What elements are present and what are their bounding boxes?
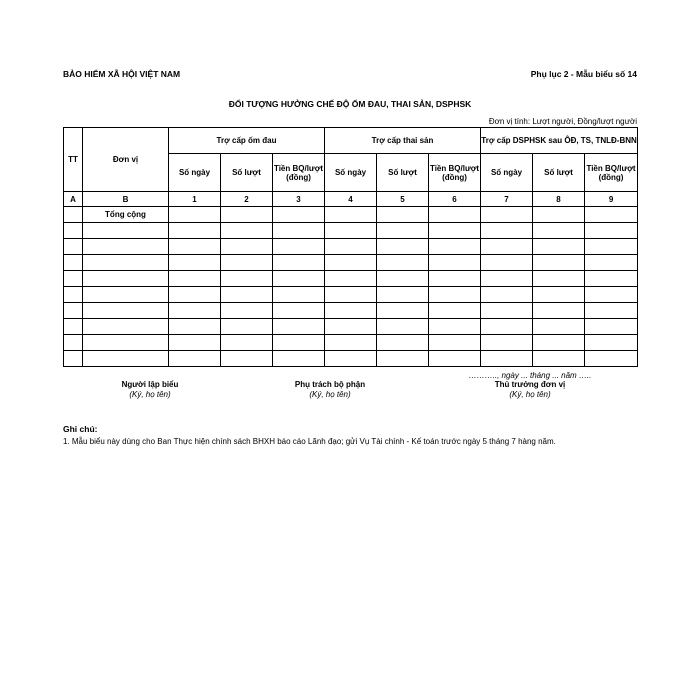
table-cell[interactable]	[429, 351, 481, 367]
table-row	[64, 351, 638, 367]
signature-note: (Ký, họ tên)	[309, 390, 351, 399]
table-cell[interactable]	[481, 223, 533, 239]
table-cell[interactable]	[429, 223, 481, 239]
signature-role: Thủ trưởng đơn vị	[494, 380, 566, 389]
table-cell[interactable]	[481, 271, 533, 287]
date-line: ……….., ngày ... tháng ... năm …..	[468, 371, 592, 380]
signature-role: Người lập biểu	[121, 380, 179, 389]
table-cell[interactable]	[169, 255, 221, 271]
table-cell[interactable]	[64, 287, 83, 303]
table-cell[interactable]	[429, 271, 481, 287]
table-cell[interactable]	[585, 335, 638, 351]
signature-note: (Ký, họ tên)	[129, 390, 171, 399]
table-cell[interactable]	[83, 223, 169, 239]
table-cell[interactable]	[533, 223, 585, 239]
table-cell[interactable]	[169, 271, 221, 287]
table-cell[interactable]	[585, 303, 638, 319]
table-cell[interactable]	[377, 223, 429, 239]
table-cell[interactable]	[533, 319, 585, 335]
signature-unit-head	[440, 380, 620, 399]
table-cell[interactable]	[83, 271, 169, 287]
table-cell[interactable]	[169, 287, 221, 303]
table-cell[interactable]	[221, 335, 273, 351]
table-cell[interactable]	[169, 207, 221, 223]
table-cell[interactable]	[429, 335, 481, 351]
table-row	[64, 255, 638, 271]
table-cell[interactable]	[64, 239, 83, 255]
table-cell[interactable]	[169, 335, 221, 351]
table-cell[interactable]	[64, 319, 83, 335]
table-cell[interactable]	[325, 271, 377, 287]
subheader-count: Số lượt	[533, 154, 585, 192]
table-cell[interactable]	[169, 319, 221, 335]
table-cell[interactable]	[64, 335, 83, 351]
table-cell[interactable]	[481, 303, 533, 319]
table-cell[interactable]	[273, 271, 325, 287]
table-cell[interactable]	[64, 303, 83, 319]
code-cell: 7	[481, 192, 533, 207]
unit-note: Đơn vị tính: Lượt người, Đồng/lượt người	[488, 117, 637, 126]
table-cell[interactable]	[585, 351, 638, 367]
table-cell[interactable]	[273, 335, 325, 351]
group-sick-allowance: Trợ cấp ốm đau	[169, 128, 325, 154]
table-cell[interactable]	[169, 223, 221, 239]
table-cell[interactable]	[533, 335, 585, 351]
subheader-average: Tiền BQ/lượt (đồng)	[273, 154, 325, 192]
table-cell[interactable]	[325, 335, 377, 351]
subheader-average: Tiền BQ/lượt (đồng)	[585, 154, 638, 192]
table-cell[interactable]	[64, 271, 83, 287]
table-row	[64, 287, 638, 303]
signature-role: Phụ trách bộ phận	[294, 380, 366, 389]
group-recovery-allowance: Trợ cấp DSPHSK sau ÔĐ, TS, TNLĐ-BNN	[481, 128, 638, 154]
table-cell[interactable]	[429, 303, 481, 319]
table-cell[interactable]	[377, 351, 429, 367]
table-cell[interactable]	[585, 271, 638, 287]
table-cell[interactable]	[325, 287, 377, 303]
header-tt: TT	[64, 128, 83, 192]
table-cell[interactable]	[325, 255, 377, 271]
table-cell[interactable]	[83, 255, 169, 271]
table-cell[interactable]	[325, 223, 377, 239]
notes-heading: Ghi chú:	[63, 424, 98, 434]
group-maternity-allowance: Trợ cấp thai sản	[325, 128, 481, 154]
table-cell[interactable]	[83, 319, 169, 335]
table-cell[interactable]	[273, 351, 325, 367]
subheader-days: Số ngày	[169, 154, 221, 192]
table-cell[interactable]	[481, 239, 533, 255]
table-cell[interactable]	[585, 207, 638, 223]
signature-department-head	[240, 380, 420, 399]
table-cell[interactable]	[169, 303, 221, 319]
table-cell[interactable]	[325, 239, 377, 255]
table-cell[interactable]	[221, 223, 273, 239]
table-cell[interactable]	[481, 255, 533, 271]
table-cell[interactable]	[481, 335, 533, 351]
table-cell[interactable]	[83, 351, 169, 367]
table-cell[interactable]	[169, 351, 221, 367]
table-cell[interactable]	[533, 303, 585, 319]
table-cell[interactable]	[585, 255, 638, 271]
table-cell[interactable]	[325, 207, 377, 223]
table-cell[interactable]	[533, 239, 585, 255]
code-cell: B	[83, 192, 169, 207]
table-cell[interactable]	[377, 255, 429, 271]
header-unit: Đơn vị	[83, 128, 169, 192]
table-cell[interactable]	[64, 255, 83, 271]
table-cell[interactable]	[429, 207, 481, 223]
code-cell: A	[64, 192, 83, 207]
table-cell[interactable]	[221, 255, 273, 271]
table-cell[interactable]	[585, 319, 638, 335]
table-cell[interactable]	[273, 303, 325, 319]
table-cell[interactable]	[377, 287, 429, 303]
table-cell[interactable]	[377, 319, 429, 335]
appendix-label: Phụ lục 2 - Mẫu biểu số 14	[530, 69, 637, 79]
table-cell[interactable]	[533, 351, 585, 367]
subheader-days: Số ngày	[325, 154, 377, 192]
table-cell[interactable]	[481, 287, 533, 303]
table-cell[interactable]	[221, 287, 273, 303]
table-cell[interactable]	[221, 239, 273, 255]
organization-name: BẢO HIỂM XÃ HỘI VIỆT NAM	[63, 69, 181, 79]
table-row	[64, 303, 638, 319]
table-cell[interactable]	[429, 319, 481, 335]
subheader-count: Số lượt	[377, 154, 429, 192]
code-cell: 8	[533, 192, 585, 207]
table-cell[interactable]	[273, 319, 325, 335]
table-cell[interactable]	[585, 239, 638, 255]
table-cell[interactable]	[169, 239, 221, 255]
table-cell[interactable]	[83, 303, 169, 319]
table-cell[interactable]	[481, 207, 533, 223]
table-row	[64, 319, 638, 335]
report-table	[63, 127, 638, 367]
table-cell[interactable]	[481, 351, 533, 367]
table-cell[interactable]	[221, 207, 273, 223]
table-cell[interactable]	[273, 287, 325, 303]
subheader-count: Số lượt	[221, 154, 273, 192]
total-row	[64, 207, 638, 223]
table-cell[interactable]	[64, 223, 83, 239]
table-cell[interactable]	[221, 319, 273, 335]
code-cell: 9	[585, 192, 638, 207]
signature-preparer	[60, 380, 240, 399]
table-cell[interactable]	[481, 319, 533, 335]
table-cell[interactable]	[273, 223, 325, 239]
table-cell[interactable]	[273, 207, 325, 223]
table-cell[interactable]	[273, 239, 325, 255]
table-cell[interactable]	[429, 255, 481, 271]
code-cell: 3	[273, 192, 325, 207]
signature-note: (Ký, họ tên)	[509, 390, 551, 399]
table-cell[interactable]	[377, 271, 429, 287]
table-row	[64, 335, 638, 351]
note-item: 1. Mẫu biểu này dùng cho Ban Thực hiện chính sách BHXH báo cáo Lãnh đạo; gửi Vụ Tài chính - Kế toán trước ngày 5 tháng 7 hàng năm.	[63, 437, 556, 446]
document-title: ĐỐI TƯỢNG HƯỞNG CHẾ ĐỘ ỐM ĐAU, THAI SẢN, DSPHSK	[228, 99, 472, 109]
total-label: Tổng cộng	[83, 207, 169, 223]
table-cell[interactable]	[83, 335, 169, 351]
table-cell[interactable]	[64, 351, 83, 367]
table-cell[interactable]	[429, 287, 481, 303]
table-cell[interactable]	[325, 303, 377, 319]
table-cell[interactable]	[64, 207, 83, 223]
table-cell[interactable]	[221, 271, 273, 287]
code-cell: 6	[429, 192, 481, 207]
table-cell[interactable]	[325, 351, 377, 367]
code-cell: 5	[377, 192, 429, 207]
table-cell[interactable]	[377, 335, 429, 351]
table-cell[interactable]	[325, 319, 377, 335]
table-cell[interactable]	[585, 287, 638, 303]
table-cell[interactable]	[221, 351, 273, 367]
table-cell[interactable]	[273, 255, 325, 271]
code-cell: 4	[325, 192, 377, 207]
table-cell[interactable]	[585, 223, 638, 239]
subheader-days: Số ngày	[481, 154, 533, 192]
table-cell[interactable]	[533, 271, 585, 287]
table-cell[interactable]	[533, 207, 585, 223]
code-cell: 2	[221, 192, 273, 207]
table-cell[interactable]	[377, 303, 429, 319]
table-cell[interactable]	[377, 207, 429, 223]
table-row	[64, 239, 638, 255]
subheader-average: Tiền BQ/lượt (đồng)	[429, 154, 481, 192]
code-cell: 1	[169, 192, 221, 207]
table-row	[64, 223, 638, 239]
table-cell[interactable]	[221, 303, 273, 319]
table-cell[interactable]	[533, 287, 585, 303]
table-cell[interactable]	[377, 239, 429, 255]
table-row	[64, 271, 638, 287]
table-cell[interactable]	[533, 255, 585, 271]
table-cell[interactable]	[429, 239, 481, 255]
table-cell[interactable]	[83, 239, 169, 255]
table-cell[interactable]	[83, 287, 169, 303]
